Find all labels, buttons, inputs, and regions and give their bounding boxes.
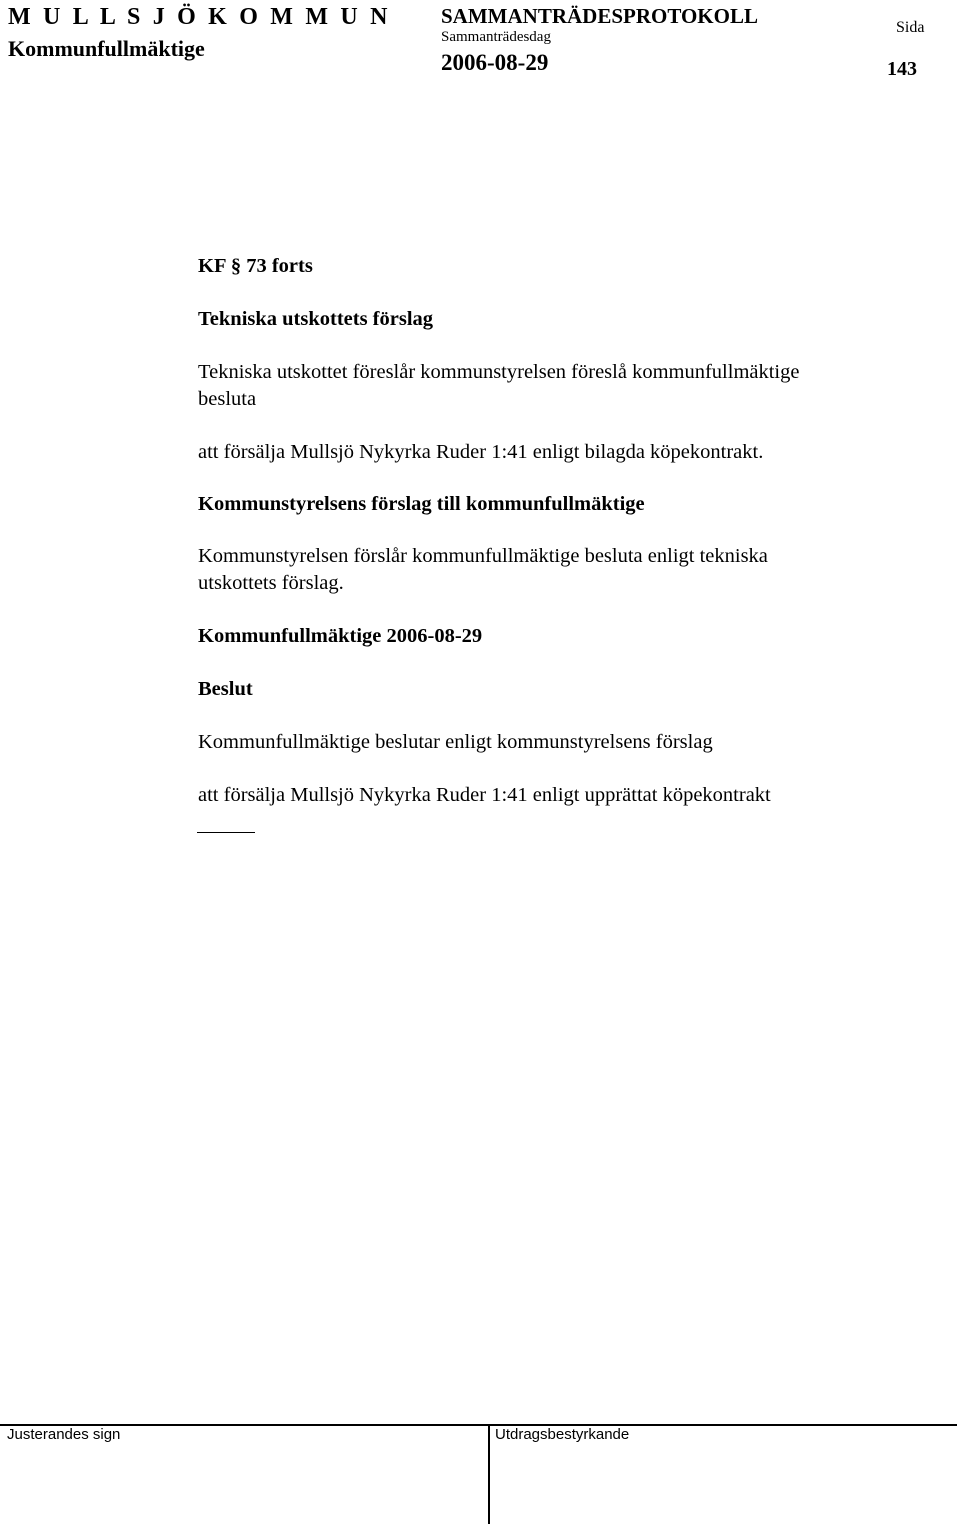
body-name: Kommunfullmäktige <box>8 36 205 61</box>
section-heading: KF § 73 forts <box>198 255 313 277</box>
proposal1-heading: Tekniska utskottets förslag <box>198 308 434 330</box>
proposal1-att-clause: att försälja Mullsjö Nykyrka Ruder 1:41 enligt bilagda köpekontrakt. <box>198 441 764 463</box>
proposal1-text-line1: Tekniska utskottet föreslår kommunstyrelsen föreslå kommunfullmäktige <box>198 361 800 383</box>
decision-heading: Beslut <box>198 678 253 700</box>
adjuster-sign-label: Justerandes sign <box>7 1426 121 1443</box>
decision-att-clause: att försälja Mullsjö Nykyrka Ruder 1:41 enligt upprättat köpekontrakt <box>198 784 771 806</box>
proposal1-text-line2: besluta <box>198 388 257 410</box>
proposal2-text-line1: Kommunstyrelsen förslår kommunfullmäktige besluta enligt tekniska <box>198 545 768 567</box>
section-end-rule <box>197 832 255 833</box>
page-label: Sida <box>896 19 925 36</box>
certification-label: Utdragsbestyrkande <box>495 1426 630 1443</box>
proposal2-heading: Kommunstyrelsens förslag till kommunfullmäktige <box>198 493 645 515</box>
meeting-date: 2006-08-29 <box>441 50 549 75</box>
page-number: 143 <box>887 58 917 80</box>
document-type: SAMMANTRÄDESPROTOKOLL <box>441 4 758 28</box>
proposal2-text-line2: utskottets förslag. <box>198 572 344 594</box>
footer-rule <box>0 1424 957 1426</box>
meeting-heading: Kommunfullmäktige 2006-08-29 <box>198 625 483 647</box>
decision-text: Kommunfullmäktige beslutar enligt kommunstyrelsens förslag <box>198 731 713 753</box>
meeting-date-label: Sammanträdesdag <box>441 29 551 45</box>
footer-divider <box>488 1424 490 1524</box>
organization-name: M U L L S J Ö K O M M U N <box>8 4 391 30</box>
